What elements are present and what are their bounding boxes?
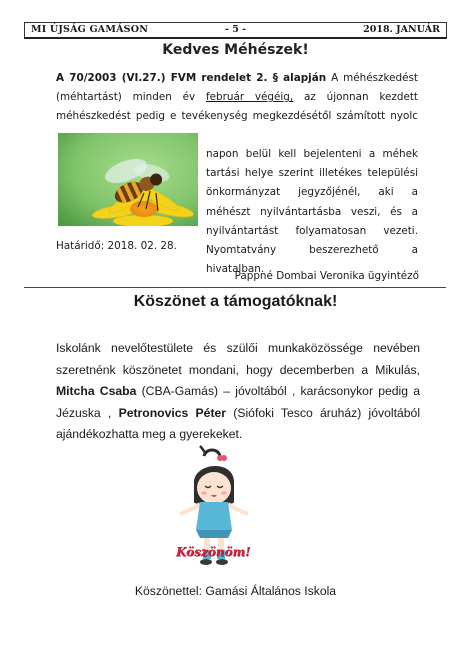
publication-name: MI ÚJSÁG GAMÁSON <box>31 24 149 35</box>
beekeepers-title: Kedves Méhészek! <box>162 42 309 58</box>
paragraph-text: (CBA-Gamás) – jóvoltából , karácsonykor pedig a Jézuska , <box>56 384 420 420</box>
supporter-name: Petronovics Péter <box>118 405 227 420</box>
notice-continuation <box>206 145 418 279</box>
thank-you-caption: Köszönöm! <box>176 545 251 559</box>
beekeepers-notice <box>56 69 418 127</box>
issue-date: 2018. JANUÁR <box>363 24 440 35</box>
notice-line: önkormányzat jegyzőjénél, aki a <box>206 186 418 199</box>
bee-on-flower-icon <box>58 133 198 226</box>
paragraph-text: Iskolánk nevelőtestülete és szülői munkaközössége nevében szeretnénk köszönetet mondani, hogy decemberben a Mikulás, <box>56 341 420 377</box>
supporters-title: Köszönet a támogatóknak! <box>133 293 338 310</box>
paragraph-text: (Siófoki Tesco áruház) jóvoltából ajándékozhatta meg a gyerekeket. <box>56 405 421 442</box>
notice-line: napon belül kell bejelenteni a méhek <box>206 148 418 160</box>
deadline-phrase: február végéig, <box>205 91 294 104</box>
bee-photo <box>58 133 198 226</box>
notice-text: (méhtartást) minden év <box>56 91 196 104</box>
notice-line: tartási helye szerint illetékes települési <box>206 167 418 180</box>
page-header <box>24 22 447 39</box>
notice-text: méhészkedést pedig e tevékenység megkezdésétől számított nyolc <box>56 110 418 123</box>
signoff: Köszönettel: Gamási Általános Iskola <box>134 584 337 598</box>
supporters-paragraph <box>56 338 420 446</box>
regulation-ref: A 70/2003 (VI.27.) FVM rendelet 2. § alapján <box>56 72 327 84</box>
notice-line: méhészt nyilvántartásba veszi, és a <box>206 205 418 218</box>
notice-line: Nyomtatvány beszerezhető a hivatalban. <box>206 244 418 276</box>
section-divider <box>24 287 446 288</box>
clerk-signature: Pappné Dombai Veronika ügyintéző <box>234 270 419 282</box>
notice-text: A méhészkedést <box>331 72 418 84</box>
deadline-text: Határidő: 2018. 02. 28. <box>56 240 177 252</box>
page-number: - 5 - <box>224 24 247 35</box>
notice-text: az újonnan kezdett <box>304 91 419 104</box>
notice-line: nyilvántartást folyamatosan vezeti. <box>206 224 418 237</box>
supporter-name: Mitcha Csaba <box>56 384 137 399</box>
